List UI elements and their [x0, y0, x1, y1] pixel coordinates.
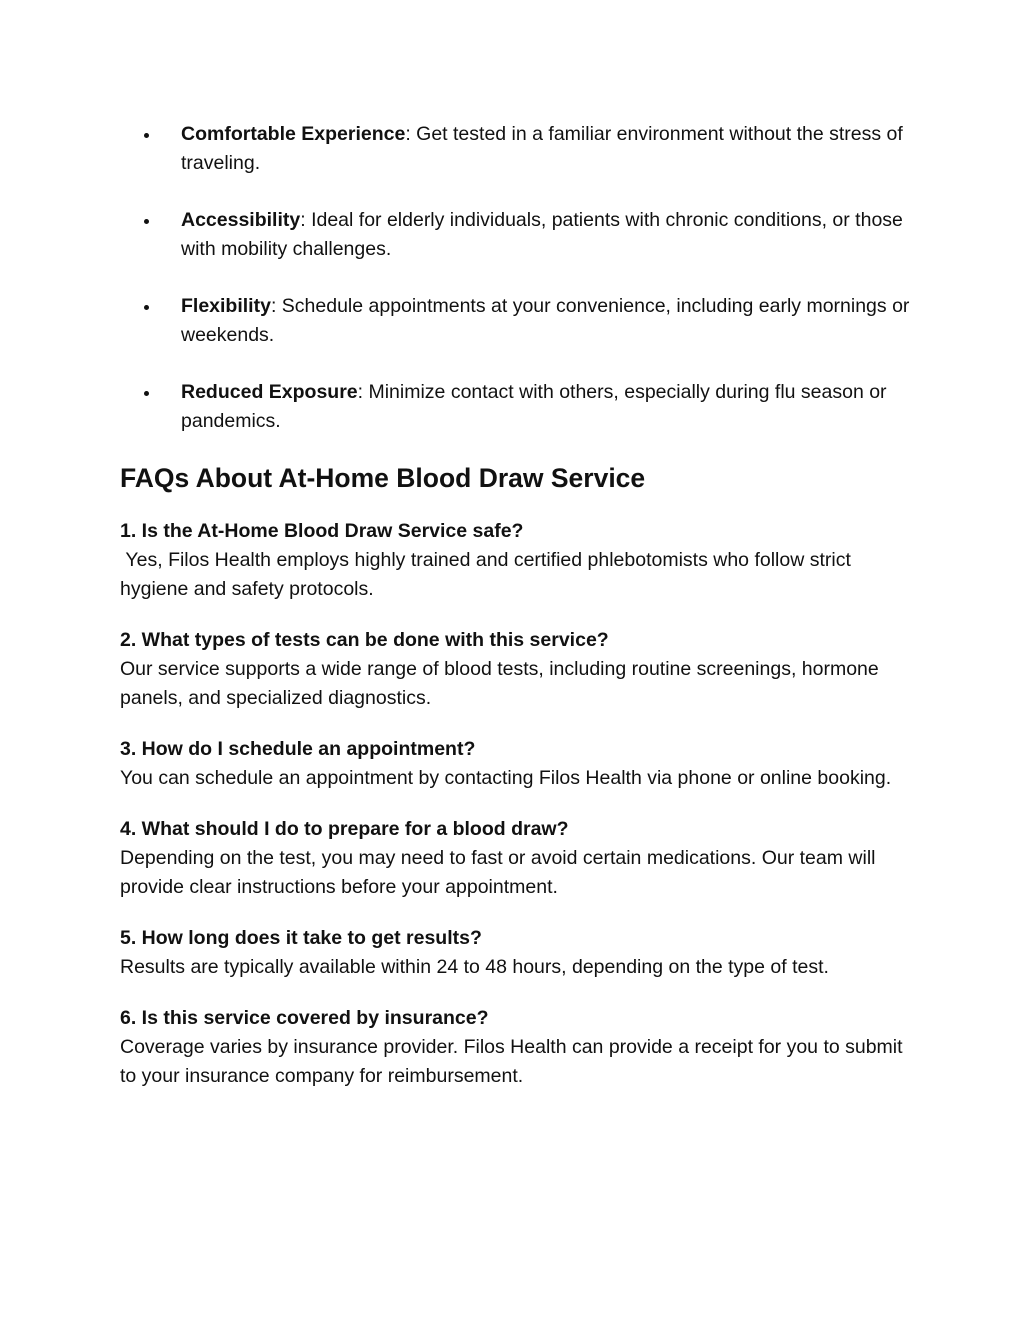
- benefit-description: : Schedule appointments at your convenience, including early mornings or weekends.: [181, 295, 910, 346]
- benefit-item: [120, 292, 910, 350]
- faq-list: [120, 517, 910, 1113]
- bullet-dot-icon: [144, 133, 149, 138]
- faq-question: 1. Is the At-Home Blood Draw Service safe?: [120, 520, 524, 542]
- faq-answer: Results are typically available within 24 to 48 hours, depending on the type of test.: [120, 956, 829, 978]
- faq-answer: Yes, Filos Health employs highly trained and certified phlebotomists who follow strict hygiene and safety protocols.: [120, 549, 857, 600]
- bullet-dot-icon: [144, 305, 149, 310]
- bullet-dot-icon: [144, 391, 149, 396]
- benefit-term: Accessibility: [181, 209, 301, 231]
- faq-question: 5. How long does it take to get results?: [120, 927, 482, 949]
- faq-question: 6. Is this service covered by insurance?: [120, 1007, 489, 1029]
- benefit-term: Comfortable Experience: [181, 123, 406, 145]
- faq-answer: Coverage varies by insurance provider. Filos Health can provide a receipt for you to submit to your insurance company for reimbursement.: [120, 1036, 903, 1087]
- faq-item: [120, 517, 910, 604]
- benefit-description: : Minimize contact with others, especially during flu season or pandemics.: [181, 381, 887, 432]
- benefit-item: [120, 206, 910, 264]
- faq-question: 2. What types of tests can be done with this service?: [120, 629, 609, 651]
- faq-answer: Our service supports a wide range of blood tests, including routine screenings, hormone panels, and specialized diagnostics.: [120, 658, 879, 709]
- faq-answer: Depending on the test, you may need to fast or avoid certain medications. Our team will provide clear instructions before your appointment.: [120, 847, 876, 898]
- faq-item: [120, 626, 910, 713]
- benefits-list: [120, 120, 910, 464]
- benefit-description: : Get tested in a familiar environment without the stress of traveling.: [181, 123, 903, 174]
- faq-heading: FAQs About At-Home Blood Draw Service: [120, 463, 646, 493]
- faq-item: [120, 1004, 910, 1091]
- faq-item: [120, 815, 910, 902]
- faq-question: 4. What should I do to prepare for a blood draw?: [120, 818, 569, 840]
- benefit-item: [120, 378, 910, 436]
- benefit-term: Flexibility: [181, 295, 271, 317]
- bullet-dot-icon: [144, 219, 149, 224]
- benefit-term: Reduced Exposure: [181, 381, 358, 403]
- faq-question: 3. How do I schedule an appointment?: [120, 738, 476, 760]
- faq-item: [120, 924, 910, 982]
- faq-answer: You can schedule an appointment by contacting Filos Health via phone or online booking.: [120, 767, 892, 789]
- faq-item: [120, 735, 910, 793]
- benefit-item: [120, 120, 910, 178]
- benefit-description: : Ideal for elderly individuals, patients with chronic conditions, or those with mobility challenges.: [181, 209, 903, 260]
